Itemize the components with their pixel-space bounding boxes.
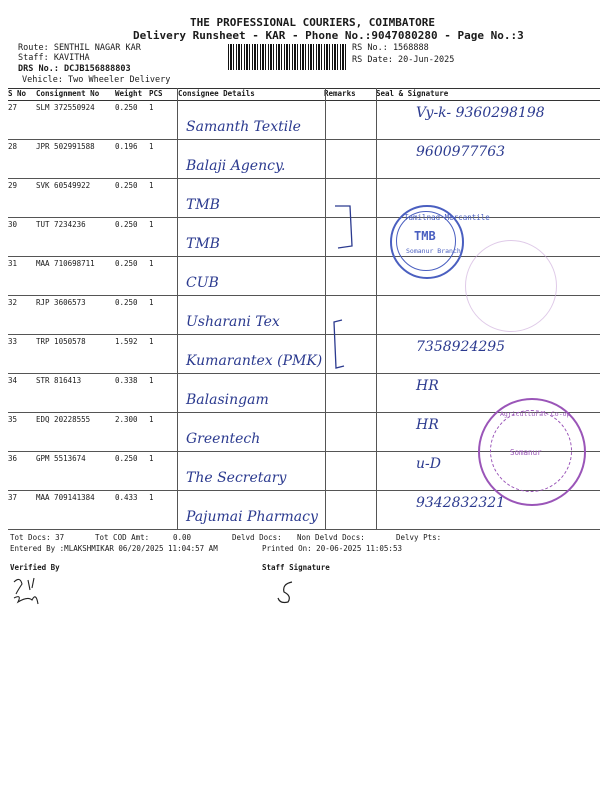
cell-signature xyxy=(376,101,600,140)
barcode-image xyxy=(228,44,346,70)
cell-consignee-text: Usharani Tex xyxy=(186,314,280,330)
cell-remarks xyxy=(324,491,376,530)
cell-pcs-text: 1 xyxy=(149,337,154,346)
cell-sno-text: 27 xyxy=(8,103,18,112)
cell-consignment-no xyxy=(36,257,115,296)
staff-label: Staff: KAVITHA xyxy=(18,53,90,63)
cell-consignee xyxy=(178,413,324,452)
col-remarks: Remarks xyxy=(324,89,376,101)
cell-consignee xyxy=(178,452,324,491)
cell-signature-text: 7358924295 xyxy=(416,339,506,355)
table-row xyxy=(8,140,600,179)
cell-weight xyxy=(115,101,149,140)
cell-pcs xyxy=(149,296,178,335)
non-delivered-docs: Non Delvd Docs: xyxy=(297,533,365,542)
cell-pcs xyxy=(149,413,178,452)
faint-seal-stamp xyxy=(465,240,557,332)
col-seal-signature: Seal & Signature xyxy=(376,89,600,101)
cell-pcs-text: 1 xyxy=(149,298,154,307)
cell-weight xyxy=(115,452,149,491)
cell-sno-text: 34 xyxy=(8,376,18,385)
column-divider xyxy=(177,88,178,530)
cell-consignment-no-text: TRP 1050578 xyxy=(36,337,86,346)
cell-weight xyxy=(115,218,149,257)
staff-signature-label: Staff Signature xyxy=(262,563,330,572)
cell-consignment-no-text: JPR 502991588 xyxy=(36,142,95,151)
col-pcs: PCS xyxy=(149,89,178,101)
cell-sno xyxy=(8,179,36,218)
cell-remarks xyxy=(324,452,376,491)
cell-consignment-no xyxy=(36,491,115,530)
coop-seal-stamp xyxy=(478,398,586,506)
cell-consignment-no xyxy=(36,101,115,140)
cell-weight-text: 0.196 xyxy=(115,142,138,151)
stamp-logo-text: TMB xyxy=(414,229,436,243)
cell-pcs xyxy=(149,140,178,179)
stamp-branch-text: Somanur Branch xyxy=(406,247,461,255)
entered-by: Entered By :MLAKSHMIKAR 06/20/2025 11:04:57 AM xyxy=(10,544,218,553)
cell-signature-text: HR xyxy=(416,378,439,394)
cell-weight xyxy=(115,335,149,374)
route-label: Route: SENTHIL NAGAR KAR xyxy=(18,43,141,53)
cell-weight xyxy=(115,140,149,179)
col-consignee: Consignee Details xyxy=(178,89,324,101)
cell-sno-text: 35 xyxy=(8,415,18,424)
cell-consignment-no xyxy=(36,296,115,335)
cell-sno-text: 30 xyxy=(8,220,18,229)
cell-pcs-text: 1 xyxy=(149,259,154,268)
cell-signature xyxy=(376,140,600,179)
cell-sno-text: 37 xyxy=(8,493,18,502)
coop-branch-text: Somanur xyxy=(510,448,542,457)
cell-consignment-no xyxy=(36,374,115,413)
cell-consignee-text: TMB xyxy=(186,197,220,213)
bracket-marks xyxy=(330,200,360,380)
cell-remarks xyxy=(324,140,376,179)
cell-sno xyxy=(8,257,36,296)
cell-consignment-no xyxy=(36,179,115,218)
cell-consignment-no-text: TUT 7234236 xyxy=(36,220,86,229)
cell-weight xyxy=(115,296,149,335)
cell-consignment-no-text: STR 816413 xyxy=(36,376,82,385)
company-title: THE PROFESSIONAL COURIERS, COIMBATORE xyxy=(190,16,436,29)
cell-remarks xyxy=(324,413,376,452)
cell-signature-text: 9600977763 xyxy=(416,144,506,160)
cell-consignment-no-text: MAA 709141384 xyxy=(36,493,95,502)
staff-signature-mark xyxy=(276,578,302,604)
cell-sno xyxy=(8,335,36,374)
column-divider xyxy=(325,88,326,530)
cell-consignment-no-text: SVK 60549922 xyxy=(36,181,91,190)
stamp-ring-text: Tamilnad Mercantile xyxy=(404,213,490,222)
cell-sno-text: 32 xyxy=(8,298,18,307)
cell-pcs xyxy=(149,101,178,140)
table-header-row xyxy=(8,89,600,101)
cell-weight xyxy=(115,413,149,452)
cell-weight xyxy=(115,374,149,413)
cell-consignment-no-text: SLM 372550924 xyxy=(36,103,95,112)
total-cod-label: Tot COD Amt: xyxy=(95,533,150,542)
cell-signature-text: HR xyxy=(416,417,439,433)
cell-consignee-text: Greentech xyxy=(186,431,261,447)
cell-weight-text: 0.250 xyxy=(115,259,138,268)
cell-signature-text: u-D xyxy=(416,456,441,472)
cell-consignee xyxy=(178,179,324,218)
cell-pcs-text: 1 xyxy=(149,376,154,385)
cell-consignee-text: The Secretary xyxy=(186,470,287,486)
cell-consignment-no-text: RJP 3606573 xyxy=(36,298,86,307)
cell-weight-text: 0.250 xyxy=(115,298,138,307)
cell-signature xyxy=(376,491,600,530)
cell-sno-text: 28 xyxy=(8,142,18,151)
cell-weight-text: 0.250 xyxy=(115,103,138,112)
column-divider xyxy=(376,88,377,530)
cell-weight-text: 2.300 xyxy=(115,415,138,424)
col-sno: S No xyxy=(8,89,36,101)
cell-signature xyxy=(376,374,600,413)
cell-signature-text: Vy-k- 9360298198 xyxy=(416,105,545,121)
cell-consignee-text: Balaji Agency. xyxy=(186,158,286,174)
delivered-docs: Delvd Docs: xyxy=(232,533,282,542)
cell-weight-text: 0.250 xyxy=(115,454,138,463)
cell-consignment-no xyxy=(36,413,115,452)
cell-weight-text: 0.250 xyxy=(115,181,138,190)
table-row xyxy=(8,335,600,374)
cell-consignee-text: Samanth Textile xyxy=(186,119,301,135)
cell-weight xyxy=(115,491,149,530)
verified-by-label: Verified By xyxy=(10,563,60,572)
cell-consignee xyxy=(178,218,324,257)
cell-pcs xyxy=(149,374,178,413)
cell-weight xyxy=(115,179,149,218)
cell-sno xyxy=(8,413,36,452)
cell-consignment-no-text: GPM 5513674 xyxy=(36,454,86,463)
vehicle-label: Vehicle: Two Wheeler Delivery xyxy=(22,75,171,85)
cell-pcs xyxy=(149,179,178,218)
cell-signature xyxy=(376,335,600,374)
cell-consignment-no-text: MAA 710698711 xyxy=(36,259,95,268)
cell-weight-text: 0.433 xyxy=(115,493,138,502)
cell-consignee xyxy=(178,257,324,296)
cell-sno xyxy=(8,140,36,179)
cell-sno xyxy=(8,374,36,413)
cell-consignee-text: Kumarantex (PMK) xyxy=(186,353,323,369)
col-weight: Weight xyxy=(115,89,149,101)
cell-consignment-no xyxy=(36,452,115,491)
rs-number: RS No.: 1568888 xyxy=(352,43,429,53)
total-docs: Tot Docs: 37 xyxy=(10,533,65,542)
total-cod-value: 0.00 xyxy=(173,533,192,542)
cell-pcs-text: 1 xyxy=(149,103,154,112)
cell-consignee-text: Balasingam xyxy=(186,392,269,408)
cell-consignee xyxy=(178,140,324,179)
cell-pcs-text: 1 xyxy=(149,142,154,151)
cell-pcs-text: 1 xyxy=(149,181,154,190)
printed-on: Printed On: 20-06-2025 11:05:53 xyxy=(262,544,402,553)
cell-sno-text: 33 xyxy=(8,337,18,346)
bank-seal-stamp xyxy=(390,205,490,279)
cell-weight-text: 0.338 xyxy=(115,376,138,385)
cell-sno xyxy=(8,491,36,530)
rs-date: RS Date: 20-Jun-2025 xyxy=(352,55,455,65)
cell-sno-text: 36 xyxy=(8,454,18,463)
cell-pcs xyxy=(149,218,178,257)
cell-pcs xyxy=(149,257,178,296)
runsheet-subtitle: Delivery Runsheet - KAR - Phone No.:9047080280 - Page No.:3 xyxy=(133,29,524,42)
cell-weight xyxy=(115,257,149,296)
cell-consignee xyxy=(178,101,324,140)
verifier-signature xyxy=(8,572,58,608)
table-row xyxy=(8,179,600,218)
cell-weight-text: 1.592 xyxy=(115,337,138,346)
cell-consignee xyxy=(178,491,324,530)
cell-sno xyxy=(8,296,36,335)
cell-consignee xyxy=(178,335,324,374)
cell-pcs xyxy=(149,335,178,374)
cell-sno xyxy=(8,452,36,491)
delivery-points: Delvy Pts: xyxy=(396,533,442,542)
cell-consignment-no xyxy=(36,140,115,179)
coop-ring-text: Agricultural Co-op xyxy=(500,410,571,418)
cell-sno xyxy=(8,218,36,257)
table-row xyxy=(8,101,600,140)
cell-remarks xyxy=(324,101,376,140)
col-consignment: Consignment No xyxy=(36,89,115,101)
drs-number: DRS No.: DCJB156888803 xyxy=(18,64,131,74)
cell-pcs xyxy=(149,452,178,491)
cell-signature-text: 9342832321 xyxy=(416,495,506,511)
cell-sno-text: 31 xyxy=(8,259,18,268)
cell-pcs-text: 1 xyxy=(149,493,154,502)
cell-sno-text: 29 xyxy=(8,181,18,190)
cell-pcs-text: 1 xyxy=(149,415,154,424)
cell-pcs-text: 1 xyxy=(149,454,154,463)
cell-consignment-no-text: EDQ 20228555 xyxy=(36,415,91,424)
cell-sno xyxy=(8,101,36,140)
cell-consignment-no xyxy=(36,335,115,374)
cell-consignee-text: Pajumai Pharmacy xyxy=(186,509,318,525)
cell-consignee xyxy=(178,296,324,335)
cell-consignment-no xyxy=(36,218,115,257)
cell-pcs xyxy=(149,491,178,530)
cell-weight-text: 0.250 xyxy=(115,220,138,229)
cell-pcs-text: 1 xyxy=(149,220,154,229)
cell-consignee xyxy=(178,374,324,413)
cell-consignee-text: TMB xyxy=(186,236,220,252)
cell-consignee-text: CUB xyxy=(186,275,219,291)
